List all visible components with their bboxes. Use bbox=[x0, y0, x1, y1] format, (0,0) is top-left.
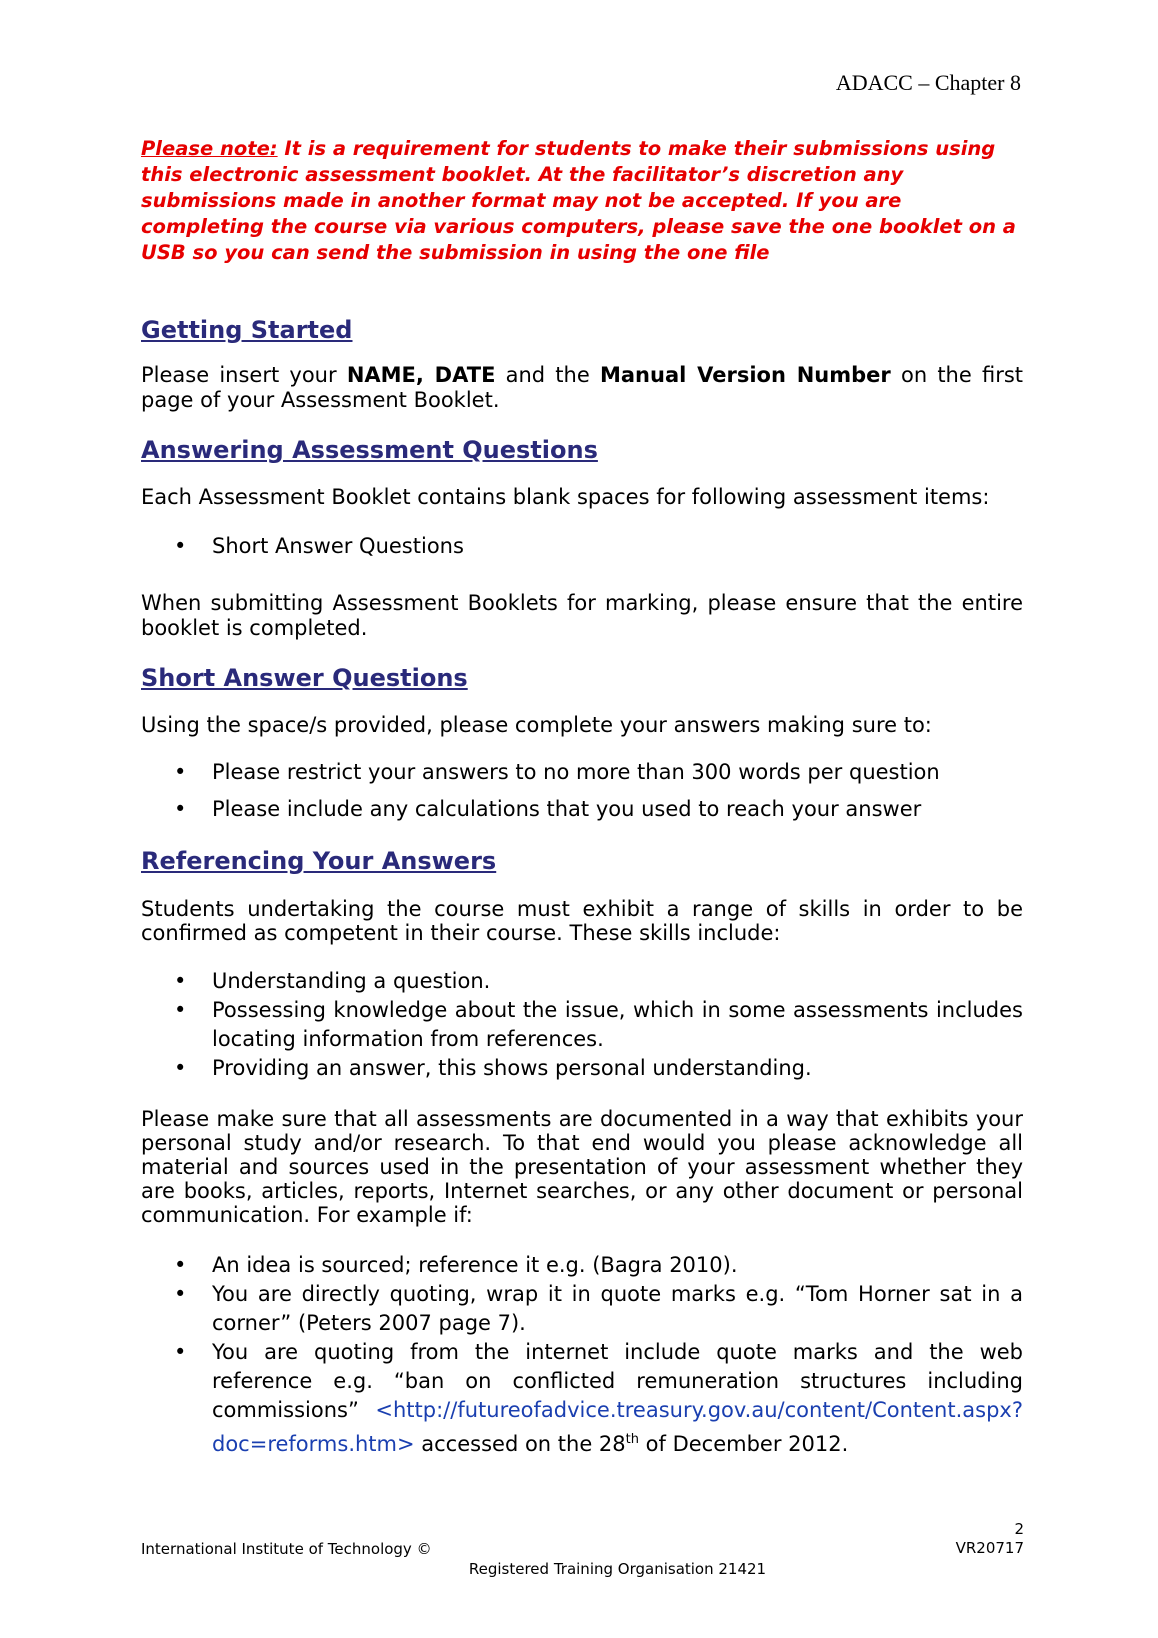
heading-short-answer: Short Answer Questions bbox=[141, 664, 468, 692]
referencing-paragraph: Please make sure that all assessments are documented in a way that exhibits your personal study and/or research. To that end would you please acknowledge all material and sources used in the presentation of your assessment whether they are books, articles, reports, Internet searches, or any other document or personal communication. For example if: bbox=[141, 1107, 1023, 1227]
skills-list bbox=[141, 967, 1023, 1083]
submission-note bbox=[141, 136, 1023, 266]
list-item: • Please include any calculations that you used to reach your answer bbox=[212, 795, 1023, 824]
version-code: VR20717 bbox=[955, 1539, 1024, 1557]
list-item: • You are directly quoting, wrap it in quote marks e.g. “Tom Horner sat in a corner” (Peters 2007 page 7). bbox=[212, 1280, 1023, 1338]
heading-referencing: Referencing Your Answers bbox=[141, 847, 497, 875]
examples-list bbox=[141, 1251, 1023, 1459]
answering-outro: When submitting Assessment Booklets for marking, please ensure that the entire booklet is completed. bbox=[141, 591, 1023, 640]
list-item: • Short Answer Questions bbox=[212, 532, 1023, 561]
note-lead: Please note: bbox=[141, 137, 278, 160]
example3-end: of December 2012. bbox=[639, 1432, 849, 1456]
page-number: 2 bbox=[1014, 1520, 1024, 1538]
reference-link[interactable]: <http://futureofadvice.treasury.gov.au/content/Content.aspx?doc=reforms.htm> bbox=[212, 1398, 1023, 1456]
list-item bbox=[212, 1338, 1023, 1459]
gs-text-1: Please insert your bbox=[141, 363, 347, 387]
list-item: • Providing an answer, this shows personal understanding. bbox=[212, 1054, 1023, 1083]
heading-getting-started: Getting Started bbox=[141, 316, 353, 344]
page-header-title: ADACC – Chapter 8 bbox=[835, 70, 1021, 95]
answering-intro: Each Assessment Booklet contains blank spaces for following assessment items: bbox=[141, 485, 990, 509]
gs-bold-version: Manual Version Number bbox=[599, 363, 891, 387]
list-item: • An idea is sourced; reference it e.g. (Bagra 2010). bbox=[212, 1251, 1023, 1280]
answering-items-list bbox=[141, 532, 1023, 561]
document-body bbox=[141, 136, 1023, 1459]
referencing-intro: Students undertaking the course must exhibit a range of skills in order to be confirmed as competent in their course. These skills include: bbox=[141, 897, 1023, 945]
list-item: • Please restrict your answers to no more than 300 words per question bbox=[212, 758, 1023, 787]
list-item: • Possessing knowledge about the issue, which in some assessments includes locating information from references. bbox=[212, 996, 1023, 1054]
list-item: • Understanding a question. bbox=[212, 967, 1023, 996]
note-text-1: It is a requirement for students to make their submissions using this electronic assessment booklet. bbox=[141, 137, 996, 186]
gs-bold-name-date: NAME, DATE bbox=[346, 363, 496, 387]
getting-started-paragraph bbox=[141, 363, 1023, 413]
heading-answering-questions: Answering Assessment Questions bbox=[141, 436, 598, 464]
gs-text-3: on the first page of your Assessment Booklet. bbox=[141, 363, 1024, 412]
note-text-2: At the facilitator’s discretion any submissions made in another format may not be accepted. If you are completing the course via various computers, please save the one booklet on a USB so you can send the submission in using the one file bbox=[141, 163, 1016, 264]
short-answer-intro: Using the space/s provided, please complete your answers making sure to: bbox=[141, 713, 932, 737]
footer-rto: Registered Training Organisation 21421 bbox=[468, 1560, 767, 1578]
gs-text-2: and the bbox=[495, 363, 600, 387]
footer-right-block bbox=[956, 1520, 1024, 1558]
example3-text: You are quoting from the internet include quote marks and the web reference e.g. “ban on conflicted remuneration structures including commissions” bbox=[212, 1340, 1023, 1422]
ordinal-suffix: th bbox=[625, 1432, 639, 1447]
short-answer-list bbox=[141, 758, 1023, 824]
footer-institute: International Institute of Technology © bbox=[141, 1540, 432, 1558]
example3-after: accessed on the 28 bbox=[414, 1432, 626, 1456]
